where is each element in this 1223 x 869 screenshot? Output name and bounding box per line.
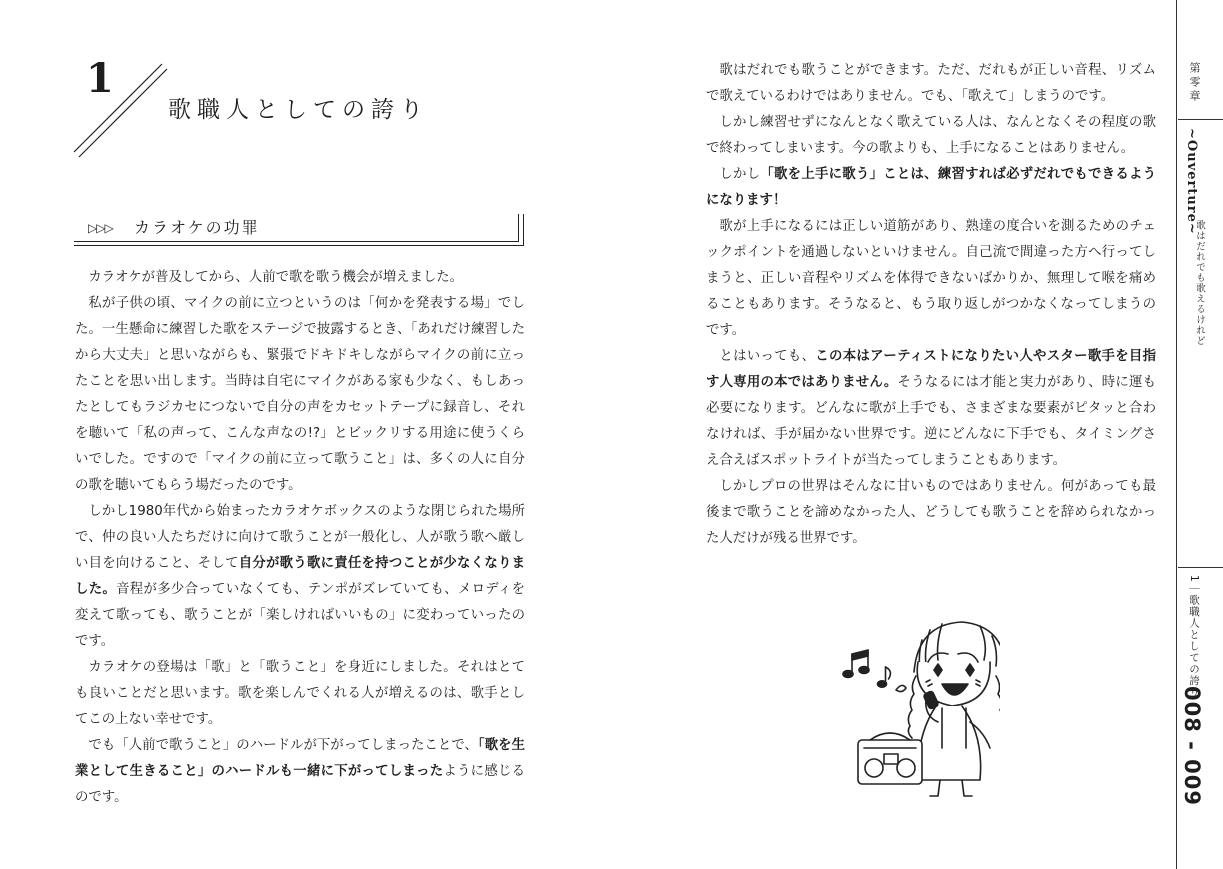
text-span: しかし [719,167,761,182]
chapter-title: 歌職人としての誇り [168,97,429,123]
paragraph [75,499,525,655]
radio-cassette-icon [858,733,922,784]
bold-text: 「歌を上手に歌う」ことは、練習すれば必ずだれでもできるようになります！ [706,167,1157,208]
text-span: カラオケの登場は「歌」と「歌うこと」を身近にしました。それはとても良いことだと思います。歌を楽しんでくれる人が増えるのは、歌手としてこの上ない幸せです。 [75,660,525,727]
text-span: しかし練習せずになんとなく歌えている人は、なんとなくその程度の歌で終わってしまいます。今の歌よりも、上手になることはありません。 [706,115,1156,156]
paragraph [75,265,525,291]
chapter-number: 1 [86,55,114,102]
right-body-text [706,58,1156,552]
bold-text: 自分が歌う歌に責任を持つことが少なくなりました。 [75,556,526,597]
sidebar-chapter-label: 第零章 [1188,62,1201,104]
sidebar-divider [1178,567,1223,568]
paragraph [75,655,525,733]
chapter-slash-decoration [70,60,170,160]
text-span: カラオケが普及してから、人前で歌を歌う機会が増えました。 [88,270,464,285]
sidebar-divider [1178,119,1223,120]
singing-girl-illustration [830,612,1000,807]
section-title: カラオケの功罪 [134,218,260,237]
left-body-text [75,265,525,811]
section-marker-icon: ▷▷▷ [88,221,113,235]
paragraph [75,291,525,499]
bold-text: 「歌を生業として生きること」のハードルも一緒に下がってしまった [75,738,525,779]
paragraph [706,110,1156,162]
text-span: 歌が上手になるには正しい道筋があり、熟達の度合いを測るためのチェックポイントを通過しないといけません。自己流で間違った方へ行ってしまうと、正しい音程やリズムを体得できないばかりか、無理して喉を痛めることもあります。そうなると、もう取り返しがつかなくなってしまうのです。 [706,219,1156,338]
paragraph [706,344,1156,474]
text-span: しかしプロの世界はそんなに甘いものではありません。何があっても最後まで歌うことを諦めなかった人、どうしても歌うことを辞められなかった人だけが残る世界です。 [706,479,1156,546]
text-span: しかし1980年代から始まったカラオケボックスのような閉じられた場所で、仲の良い人たちだけに向けて歌うことが一般化し、人が歌う歌へ厳しい目を向けること、そして [75,504,525,571]
text-span: ように感じるのです。 [75,764,526,805]
bold-text: この本はアーティストになりたい人やスター歌手を目指す人専用の本ではありません。 [706,349,1157,390]
paragraph [706,474,1156,552]
text-span: でも「人前で歌うこと」のハードルが下がってしまったことで、 [88,738,478,753]
paragraph [706,58,1156,110]
sidebar-rule [1176,0,1177,869]
sidebar-subtitle: 歌はだれでも歌えるけれど [1194,220,1205,346]
sidebar-overture: ~Ouverture~ [1184,128,1199,235]
text-span: 音程が多少合っていなくても、テンポがズレていても、メロディを変えて歌っても、歌うことが「楽しければいいもの」に変わっていったのです。 [75,582,526,649]
text-span: 私が子供の頃、マイクの前に立つというのは「何かを発表する場」でした。一生懸命に練習した歌をステージで披露するとき、「あれだけ練習したから大丈夫」と思いながらも、緊張でドキドキしながらマイクの前に立ったことを思い出します。当時は自宅にマイクがある家も少なく、もしあったとしてもラジカセにつないで自分の声をカセットテープに録音し、それを聴いて「私の声って、こんな声なの!?」とビックリする用途に使うくらいでした。ですので「マイクの前に立って歌うこと」は、多くの人に自分の歌を聴いてもらう場だったのです。 [75,296,525,493]
text-span: 歌はだれでも歌うことができます。ただ、だれもが正しい音程、リズムで歌えているわけではありません。でも、「歌えて」しまうのです。 [706,63,1156,104]
music-note-icon [843,650,906,692]
page-numbers: 008 - 009 [1180,686,1204,807]
paragraph [706,162,1156,214]
paragraph [706,214,1156,344]
text-span: とはいっても、 [719,349,816,364]
paragraph [75,733,525,811]
sidebar-section-label: 1｜歌職人としての誇り [1188,575,1200,698]
text-span: そうなるには才能と実力があり、時に運も必要になります。どんなに歌が上手でも、さまざまな要素がピタッと合わなければ、手が届かない世界です。逆にどんなに下手でも、タイミングさえ合えばスポットライトが当たってしまうこともあります。 [706,375,1156,468]
